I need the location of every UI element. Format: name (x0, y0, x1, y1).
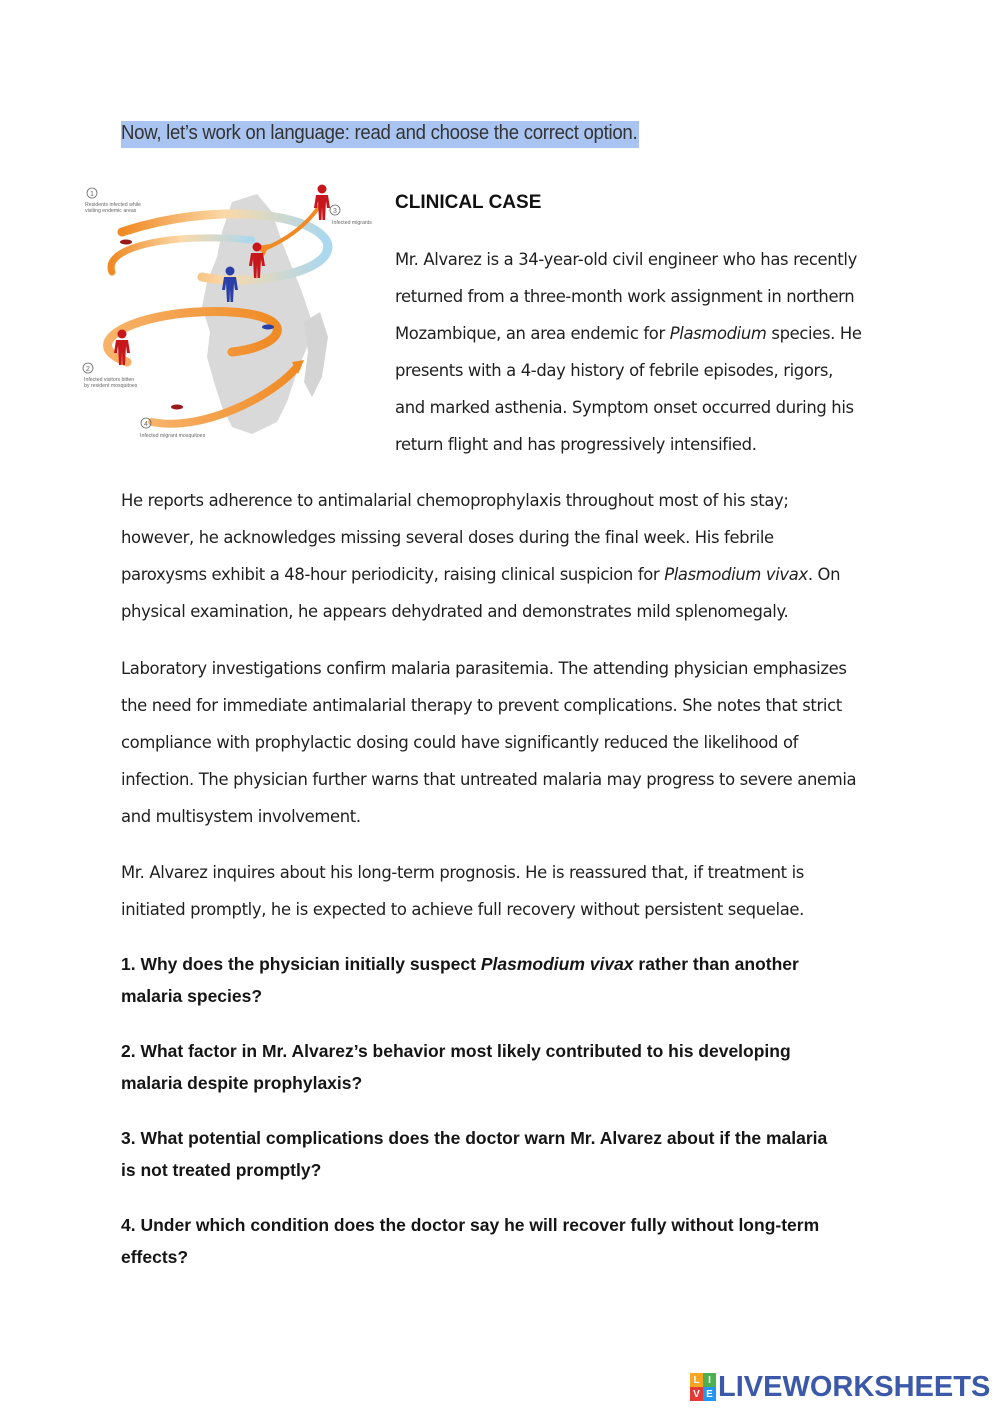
intro-line: return flight and has progressively intensified. (395, 435, 757, 454)
case-paragraph-prognosis (121, 854, 891, 928)
mosquito-icon (262, 325, 274, 330)
malaria-transmission-figure (82, 172, 382, 444)
intro-line: and marked asthenia. Symptom onset occurred during his (395, 398, 854, 417)
logo-mark-letter: V (690, 1387, 703, 1401)
step-label-4: Infected migrant mosquitoes (140, 433, 206, 439)
question-2: 2. What factor in Mr. Alvarez’s behavior most likely contributed to his developing malaria despite prophylaxis? (121, 1041, 791, 1093)
species-name: Plasmodium vivax (664, 565, 808, 584)
case-intro-paragraph (395, 241, 895, 463)
paragraph-line: paroxysms exhibit a 48-hour periodicity, raising clinical suspicion for Plasmodium vivax. On (121, 565, 841, 584)
intro-line: Mr. Alvarez is a 34-year-old civil engineer who has recently (395, 250, 857, 269)
intro-line: returned from a three-month work assignment in northern (395, 287, 855, 306)
paragraph-line: He reports adherence to antimalarial chemoprophylaxis throughout most of his stay; (121, 491, 789, 510)
step-label-2a: Infected visitors bitten (84, 377, 135, 383)
map-island-shape (304, 312, 328, 397)
logo-mark-icon (690, 1373, 716, 1401)
species-name: Plasmodium (669, 324, 767, 343)
step-label-2b: by resident mosquitoes (84, 383, 138, 389)
paragraph-line: physical examination, he appears dehydrated and demonstrates mild splenomegaly. (121, 602, 789, 621)
case-title: CLINICAL CASE (395, 192, 542, 213)
paragraph-line: initiated promptly, he is expected to achieve full recovery without persistent sequelae. (121, 900, 805, 919)
question-3: 3. What potential complications does the doctor warn Mr. Alvarez about if the malaria is not treated promptly? (121, 1128, 828, 1180)
step-number-3: 3 (333, 208, 337, 215)
logo-mark-letter: E (703, 1387, 716, 1401)
case-paragraph-labs (121, 650, 891, 835)
mosquito-icon (120, 240, 132, 245)
step-label-3: Infected migrants (332, 220, 372, 226)
instruction-banner: Now, let’s work on language: read and choose the correct option. (121, 121, 639, 148)
question-4: 4. Under which condition does the doctor say he will recover fully without long-term effects? (121, 1215, 820, 1267)
paragraph-line: however, he acknowledges missing several doses during the final week. His febrile (121, 528, 774, 547)
paragraph-line: Mr. Alvarez inquires about his long-term prognosis. He is reassured that, if treatment is (121, 863, 804, 882)
question-1: 1. Why does the physician initially suspect Plasmodium vivax rather than another malaria species? (121, 954, 799, 1006)
paragraph-line: infection. The physician further warns that untreated malaria may progress to severe anemia (121, 770, 857, 789)
intro-line: presents with a 4-day history of febrile episodes, rigors, (395, 361, 833, 380)
case-paragraph-history (121, 482, 891, 630)
step-number-4: 4 (144, 421, 148, 428)
logo-mark-letter: I (703, 1373, 716, 1387)
liveworksheets-logo[interactable] (690, 1370, 990, 1404)
mosquito-icon (171, 405, 183, 410)
logo-mark-letter: L (690, 1373, 703, 1387)
step-label-1b: visiting endemic areas (85, 208, 137, 214)
infected-person-icon (314, 185, 330, 221)
step-number-2: 2 (86, 366, 90, 373)
paragraph-line: compliance with prophylactic dosing could have significantly reduced the likelihood of (121, 733, 799, 752)
logo-text: LIVEWORKSHEETS (718, 1370, 991, 1403)
step-number-1: 1 (90, 191, 94, 198)
paragraph-line: Laboratory investigations confirm malaria parasitemia. The attending physician emphasizes (121, 659, 847, 678)
paragraph-line: the need for immediate antimalarial therapy to prevent complications. She notes that strict (121, 696, 842, 715)
step-label-1a: Residents infected while (85, 202, 141, 208)
intro-line: Mozambique, an area endemic for Plasmodium species. He (395, 324, 862, 343)
species-name: Plasmodium vivax (480, 954, 634, 974)
paragraph-line: and multisystem involvement. (121, 807, 361, 826)
